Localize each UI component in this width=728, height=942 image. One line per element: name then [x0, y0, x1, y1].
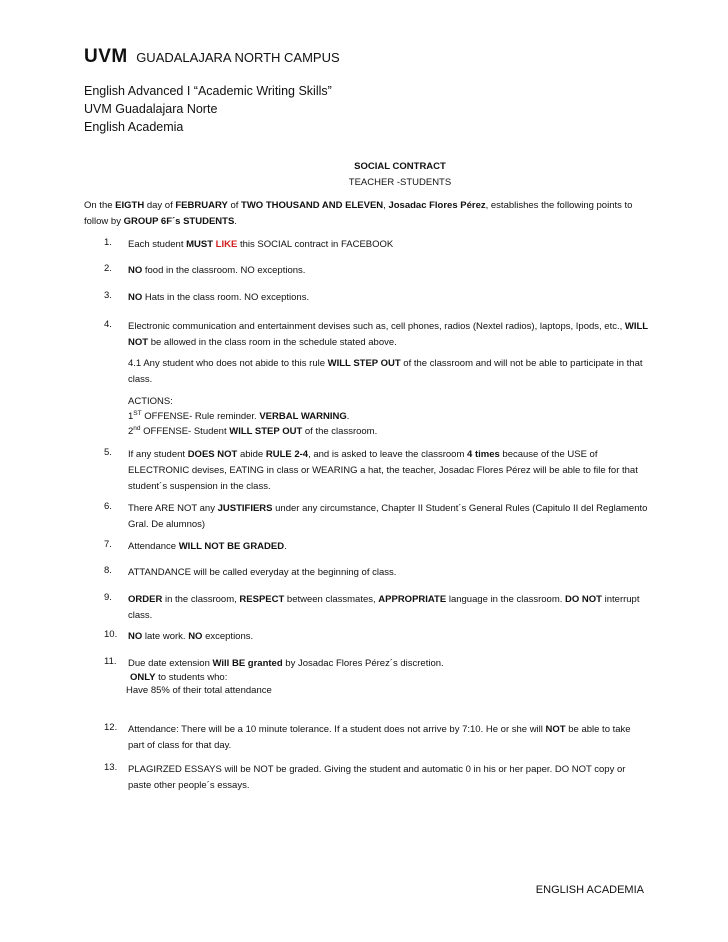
rule-10: NO late work. NO exceptions. — [128, 631, 254, 642]
department-name: English Academia — [84, 120, 184, 134]
rule-11: Due date extension Will BE granted by Josadac Flores Pérez´s discretion. — [128, 658, 444, 669]
rule-7: Attendance WILL NOT BE GRADED. — [128, 541, 287, 552]
rule-number: 6. — [104, 501, 112, 512]
course-title: English Advanced I “Academic Writing Skills” — [84, 84, 332, 98]
rule-number: 8. — [104, 565, 112, 576]
rule-13: PLAGIRZED ESSAYS will be NOT be graded. Giving the student and automatic 0 in his or her paper. DO NOT copy or paste other people´s essays. — [128, 764, 626, 791]
rule-number: 13. — [104, 762, 118, 773]
rule-number: 9. — [104, 592, 112, 603]
rule-4-1: 4.1 Any student who does not abide to this rule WILL STEP OUT of the classroom and will not be able to participate in that class. — [128, 358, 643, 385]
footer-label: ENGLISH ACADEMIA — [535, 884, 644, 896]
rule-5: If any student DOES NOT abide RULE 2-4, and is asked to leave the classroom 4 times because of the USE of ELECTRONIC devises, EATING in class or WEARING a hat, the teacher, Josadac Flores Pérez will be able to file for that student´s suspension in the class. — [128, 449, 638, 492]
intro-paragraph: On the EIGTH day of FEBRUARY of TWO THOUSAND AND ELEVEN, Josadac Flores Pérez, establishes the following points to follow by GROUP 6F´s STUDENTS. — [84, 200, 633, 227]
rule-3: NO Hats in the class room. NO exceptions. — [128, 292, 310, 303]
rule-12: Attendance: There will be a 10 minute tolerance. If a student does not arrive by 7:10. He or she will NOT be able to take part of class for that day. — [128, 724, 631, 751]
rule-11-only: ONLY to students who: — [130, 672, 228, 683]
contract-title: SOCIAL CONTRACT — [354, 161, 446, 172]
rule-6: There ARE NOT any JUSTIFIERS under any circumstance, Chapter II Student´s General Rules (Capitulo II del Reglamento Gral. De alumnos) — [128, 503, 648, 530]
rule-number: 1. — [104, 237, 112, 248]
offense-1: 1ST OFFENSE- Rule reminder. VERBAL WARNING. — [128, 409, 350, 422]
brand-logo-text: UVM — [84, 46, 128, 67]
school-name: UVM Guadalajara Norte — [84, 102, 218, 116]
rule-8: ATTANDANCE will be called everyday at the beginning of class. — [128, 567, 397, 578]
rule-11-attendance: Have 85% of their total attendance — [126, 685, 272, 696]
offense-2: 2nd OFFENSE- Student WILL STEP OUT of the classroom. — [128, 424, 378, 437]
rule-9: ORDER in the classroom, RESPECT between classmates, APPROPRIATE language in the classroom. DO NOT interrupt class. — [128, 594, 640, 621]
rule-2: NO food in the classroom. NO exceptions. — [128, 265, 306, 276]
rule-number: 2. — [104, 263, 112, 274]
rule-number: 7. — [104, 539, 112, 550]
rule-number: 12. — [104, 722, 118, 733]
rule-4: Electronic communication and entertainment devises such as, cell phones, radios (Nextel radios), laptops, Ipods, etc., WILL NOT be allowed in the class room in the schedule stated above. — [128, 321, 648, 348]
rule-number: 10. — [104, 629, 118, 640]
rule-number: 4. — [104, 319, 112, 330]
actions-label: ACTIONS: — [128, 396, 173, 407]
rule-number: 3. — [104, 290, 112, 301]
like-highlight: LIKE — [215, 239, 238, 250]
header-line — [84, 46, 340, 68]
rule-number: 11. — [104, 656, 117, 667]
rule-number: 5. — [104, 447, 112, 458]
campus-name: GUADALAJARA NORTH CAMPUS — [136, 50, 340, 65]
rule-1: Each student MUST LIKE this SOCIAL contract in FACEBOOK — [128, 239, 394, 250]
contract-subtitle: TEACHER -STUDENTS — [348, 177, 452, 188]
